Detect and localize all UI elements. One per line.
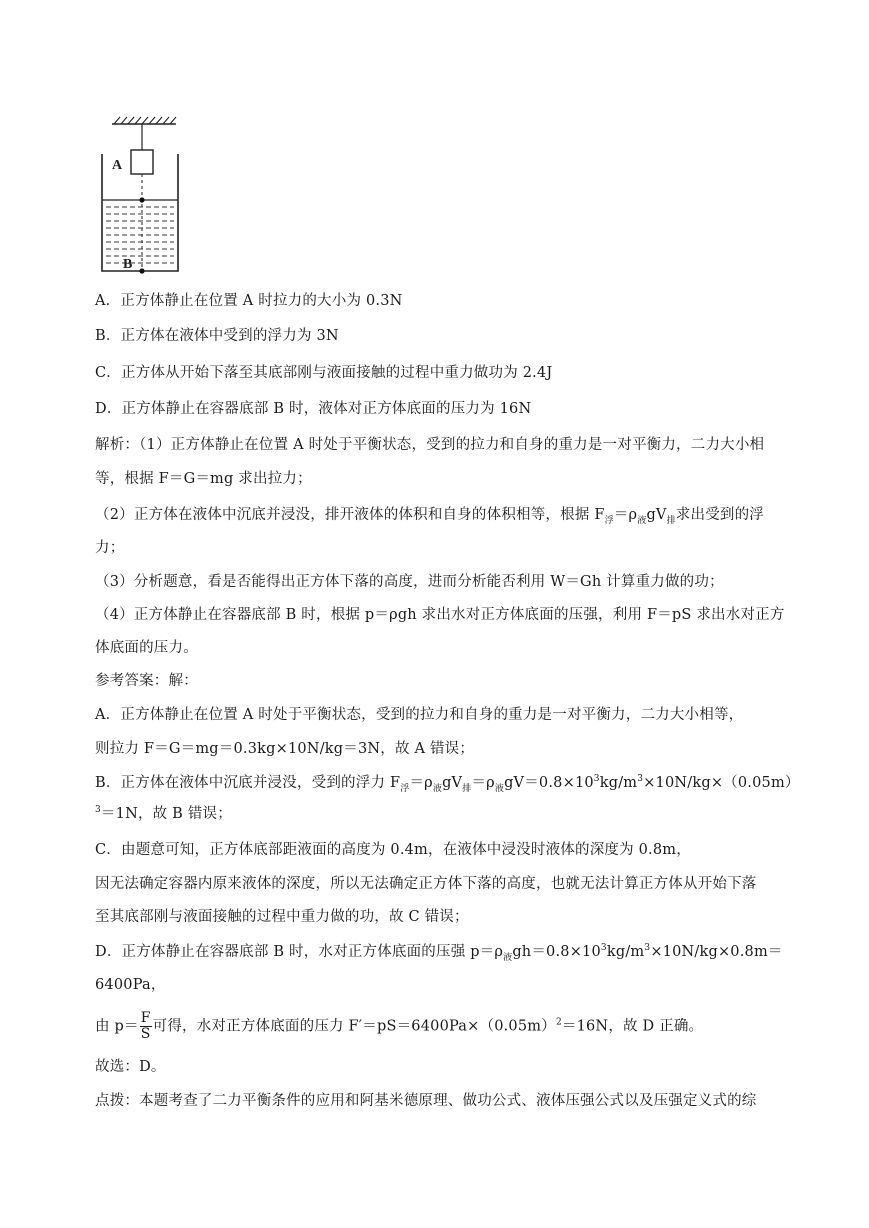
analysis-line-7: 体底面的压力。 [95,640,198,656]
option-a: A．正方体静止在位置 A 时拉力的大小为 0.3N [95,293,403,309]
analysis-line-5: （3）分析题意，看是否能得出正方体下落的高度，进而分析能否利用 W＝Gh 计算重力做的功； [95,574,724,590]
option-c: C．正方体从开始下落至其底部刚与液面接触的过程中重力做功为 2.4J [95,365,553,381]
tip-line: 点拨：本题考查了二力平衡条件的应用和阿基米德原理、做功公式、液体压强公式以及压强定义式的综 [95,1093,757,1109]
answer-c-line-2: 因无法确定容器内原来液体的深度，所以无法确定正方体下落的高度，也就无法计算正方体从开始下落 [95,876,757,892]
answer-a-line-2: 则拉力 F＝G＝mg＝0.3kg×10N/kg＝3N，故 A 错误； [95,741,475,757]
answer-heading: 参考答案：解： [95,673,198,689]
answer-c-line-3: 至其底部刚与液面接触的过程中重力做的功，故 C 错误； [95,909,469,925]
analysis-line-1: 解析：（1）正方体静止在位置 A 时处于平衡状态，受到的拉力和自身的重力是一对平衡力，二力大小相 [95,437,765,453]
analysis-line-3: （2）正方体在液体中沉底并浸没，排开液体的体积和自身的体积相等，根据 $F_浮=\rho_液gV_排$求出受到的浮 [95,507,764,526]
answer-d-line-3: 由 p＝ $\frac{F}{S}$ 可得，水对正方体底面的压力 $F'=pS=6400Pa\times(0.05m)^2=16N$，故 D 正确。 [95,1010,704,1042]
analysis-line-6: （4）正方体静止在容器底部 B 时，根据 p＝ρgh 求出水对正方体底面的压强，利用 F＝pS 求出水对正方 [95,607,785,623]
answer-b-line-2: $^3$＝1N，故 B 错误； [95,805,232,822]
pressure-fraction: $\frac{F}{S}$ [140,1010,151,1042]
option-d: D．正方体静止在容器底部 B 时，液体对正方体底面的压力为 16N [95,401,532,417]
label-a: A [112,158,123,173]
answer-d-line-1: D．正方体静止在容器底部 B 时，水对正方体底面的压强 $p=\rho_液gh=0.8\times 10^3kg/m^3\times 10N/kg\times 0.8m=$ [95,943,783,963]
answer-c-line-1: C．由题意可知，正方体底部距液面的高度为 0.4m，在液体中浸没时液体的深度为 0.8m， [95,842,691,858]
answer-choice: 故选：D。 [95,1059,166,1075]
analysis-line-2: 等，根据 F＝G＝mg 求出拉力； [95,471,312,487]
physics-diagram [94,108,190,278]
analysis-line-4: 力； [95,540,125,556]
answer-a-line-1: A．正方体静止在位置 A 时处于平衡状态，受到的拉力和自身的重力是一对平衡力，二力大小相等， [95,707,744,723]
option-b: B．正方体在液体中受到的浮力为 3N [95,328,339,344]
answer-d-line-2: 6400Pa， [95,977,166,993]
answer-b-line-1: B．正方体在液体中沉底并浸没，受到的浮力 $F_浮=\rho_液gV_排=\rho_液gV=0.8\times 10^3kg/m^3\times 10N/kg\times(0.05m)$ [95,774,800,794]
label-b: B [123,257,133,272]
